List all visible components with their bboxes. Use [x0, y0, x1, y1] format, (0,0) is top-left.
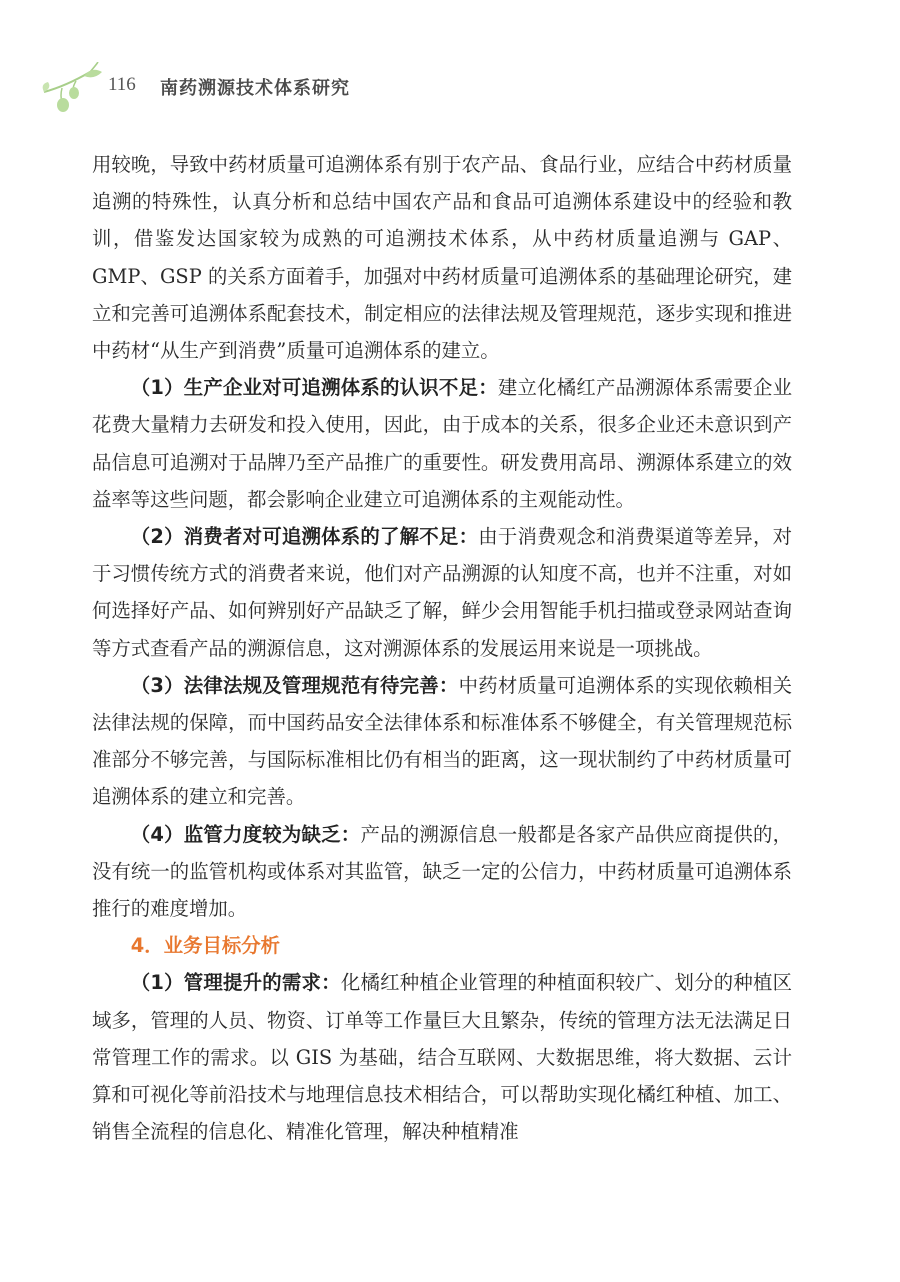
paragraph-item-4: [92, 816, 792, 928]
leaf-logo-icon: [40, 62, 110, 112]
section-paragraph-1: [92, 964, 792, 1150]
paragraph-item-3: [92, 667, 792, 816]
item-text: 建立化橘红产品溯源体系需要企业花费大量精力去研发和投入使用，因此，由于成本的关系，很多企业还未意识到产品信息可追溯对于品牌乃至产品推广的重要性。研发费用高昂、溯源体系建立的效益率等这些问题，都会影响企业建立可追溯体系的主观能动性。: [92, 376, 793, 511]
item-heading: （3）法律法规及管理规范有待完善：: [130, 673, 459, 697]
paragraph-item-2: [92, 518, 792, 667]
section-heading: 4．业务目标分析: [130, 934, 281, 958]
page-number: 116: [108, 74, 136, 95]
item-text: 化橘红种植企业管理的种植面积较广、划分的种植区域多，管理的人员、物资、订单等工作量巨大且繁杂，传统的管理方法无法满足日常管理工作的需求。以 GIS 为基础，结合互联网、大数据思维，将大数据、云计算和可视化等前沿技术与地理信息技术相结合，可以帮助实现化橘红种植、加工、销售全流程的信息化、精准化管理，解决种植精准: [92, 971, 793, 1144]
item-heading: （1）管理提升的需求：: [130, 971, 341, 995]
item-text: 中药材质量可追溯体系的实现依赖相关法律法规的保障，而中国药品安全法律体系和标准体系不够健全，有关管理规范标准部分不够完善，与国际标准相比仍有相当的距离，这一现状制约了中药材质量可追溯体系的建立和完善。: [92, 673, 793, 809]
book-title: 南药溯源技术体系研究: [160, 78, 350, 99]
paragraph-item-1: [92, 369, 792, 518]
item-text: 由于消费观念和消费渠道等差异，对于习惯传统方式的消费者来说，他们对产品溯源的认知度不高，也并不注重，对如何选择好产品、如何辨别好产品缺乏了解，鲜少会用智能手机扫描或登录网站查询等方式查看产品的溯源信息，这对溯源体系的发展运用来说是一项挑战。: [92, 525, 793, 660]
intro-paragraph: 用较晚，导致中药材质量可追溯体系有别于农产品、食品行业，应结合中药材质量追溯的特殊性，认真分析和总结中国农产品和食品可追溯体系建设中的经验和教训，借鉴发达国家较为成熟的可追溯技术体系，从中药材质量追溯与 GAP、GMP、GSP 的关系方面着手，加强对中药材质量可追溯体系的基础理论研究，建立和完善可追溯体系配套技术，制定相应的法律法规及管理规范，逐步实现和推进中药材“从生产到消费”质量可追溯体系的建立。: [92, 153, 792, 363]
item-heading: （2）消费者对可追溯体系的了解不足：: [130, 525, 479, 549]
item-heading: （1）生产企业对可追溯体系的认识不足：: [130, 376, 498, 400]
item-text: 产品的溯源信息一般都是各家产品供应商提供的，没有统一的监管机构或体系对其监管，缺乏一定的公信力，中药材质量可追溯体系推行的难度增加。: [92, 822, 793, 921]
item-heading: （4）监管力度较为缺乏：: [130, 822, 361, 846]
running-header: [40, 62, 640, 112]
page-body: [92, 146, 792, 1150]
